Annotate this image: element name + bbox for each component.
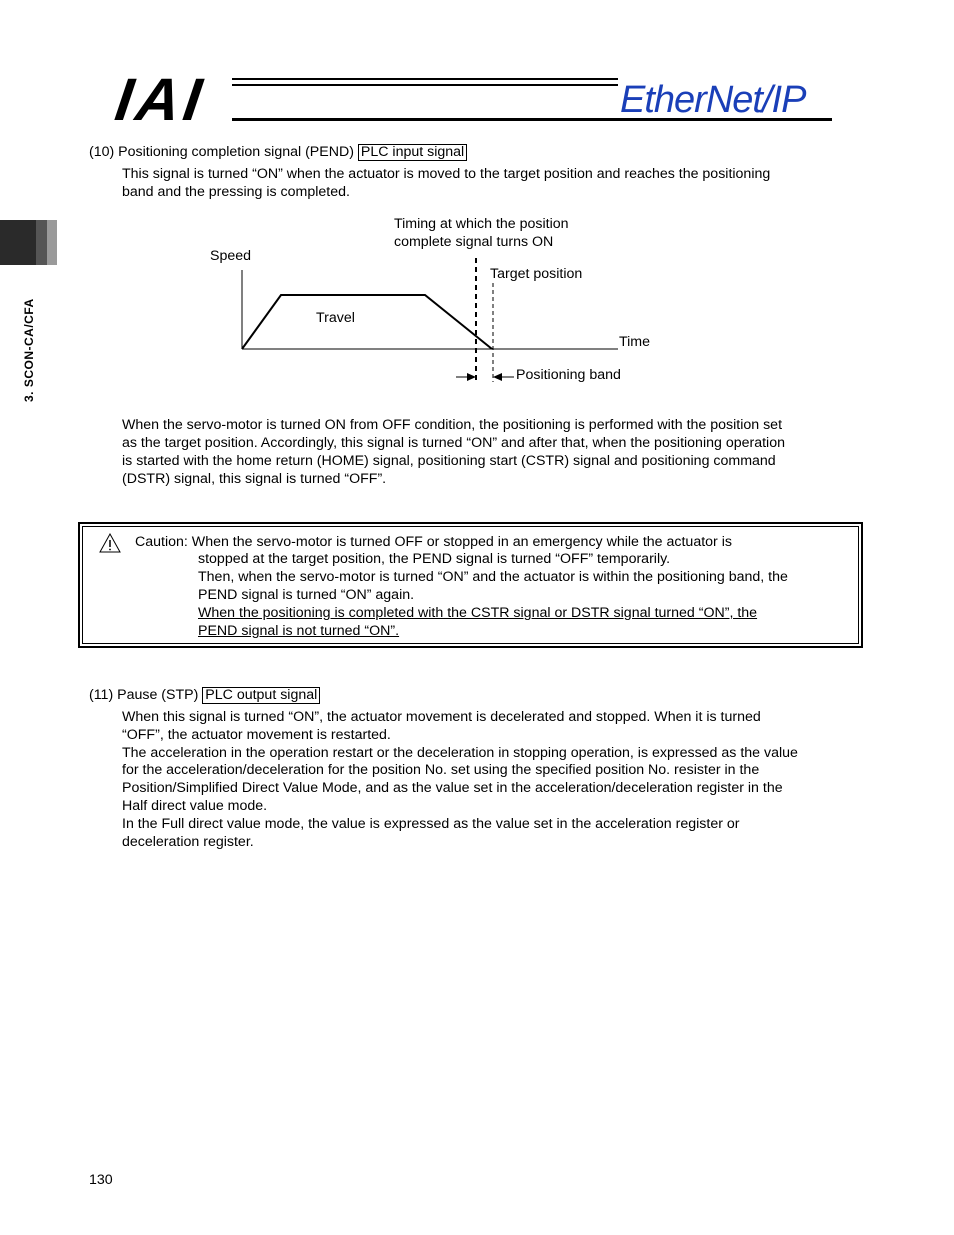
travel-profile <box>242 295 492 349</box>
caution-line-2: stopped at the target position, the PEND signal is turned “OFF” temporarily. <box>198 551 671 567</box>
section11-body-6: Half direct value mode. <box>122 798 268 814</box>
caution-line-3: Then, when the servo-motor is turned “ON” and the actuator is within the positioning band, the <box>198 569 788 585</box>
plc-output-signal-tag: PLC output signal <box>202 687 320 704</box>
section10-body-2: as the target position. Accordingly, this signal is turned “ON” and after that, when the positioning operation <box>122 435 785 451</box>
section11-body-1: When this signal is turned “ON”, the actuator movement is decelerated and stopped. When it is turned <box>122 709 761 725</box>
positioning-band-label: Positioning band <box>516 367 621 383</box>
section11-body-2: “OFF”, the actuator movement is restarted. <box>122 727 391 743</box>
caution-text-1: When the servo-motor is turned OFF or stopped in an emergency while the actuator is <box>191 534 732 550</box>
section10-intro-2: band and the pressing is completed. <box>122 184 350 200</box>
section10-heading-text: (10) Positioning completion signal (PEND) <box>89 144 358 160</box>
section11-heading <box>89 686 320 704</box>
section10-intro-1: This signal is turned “ON” when the actuator is moved to the target position and reaches the positioning <box>122 166 771 182</box>
speed-label: Speed <box>210 248 252 264</box>
section11-body-3: The acceleration in the operation restart or the deceleration in stopping operation, is expressed as the value <box>122 745 798 761</box>
chapter-label: 3. SCON-CA/CFA <box>22 298 36 402</box>
section10-body-1: When the servo-motor is turned ON from OFF condition, the positioning is performed with the position set <box>122 417 783 433</box>
travel-label: Travel <box>316 310 355 326</box>
section11-body-5: Position/Simplified Direct Value Mode, and as the value set in the acceleration/deceleration register in the <box>122 780 783 796</box>
caution-line-6: PEND signal is not turned “ON”. <box>198 623 400 639</box>
target-position-label: Target position <box>490 266 583 282</box>
section10-body-4: (DSTR) signal, this signal is turned “OFF”. <box>122 471 387 487</box>
warning-icon <box>99 533 121 553</box>
section10-body-3: is started with the home return (HOME) signal, positioning start (CSTR) signal and positioning command <box>122 453 776 469</box>
section11-heading-text: (11) Pause (STP) <box>89 687 203 703</box>
section11-body-8: deceleration register. <box>122 834 254 850</box>
plc-input-signal-tag: PLC input signal <box>358 144 467 161</box>
section11-body-4: for the acceleration/deceleration for the position No. set using the specified position No. resister in the <box>122 762 760 778</box>
timing-diagram <box>0 0 954 420</box>
iai-logo: IAI <box>111 66 210 133</box>
band-arrow-left-head <box>467 373 476 381</box>
timing-label-2: complete signal turns ON <box>394 234 554 250</box>
ethernet-ip-logo: EtherNet/IP <box>620 79 806 121</box>
caution-line-5: When the positioning is completed with the CSTR signal or DSTR signal turned “ON”, the <box>198 605 758 621</box>
caution-line-1 <box>135 533 732 551</box>
band-arrow-right-head <box>493 373 502 381</box>
time-label: Time <box>619 334 651 350</box>
caution-line-4: PEND signal is turned “ON” again. <box>198 587 415 603</box>
timing-label-1: Timing at which the position <box>394 216 569 232</box>
section11-body-7: In the Full direct value mode, the value is expressed as the value set in the acceleration register or <box>122 816 740 832</box>
caution-prefix: Caution: <box>135 534 192 550</box>
page-number: 130 <box>89 1172 113 1188</box>
